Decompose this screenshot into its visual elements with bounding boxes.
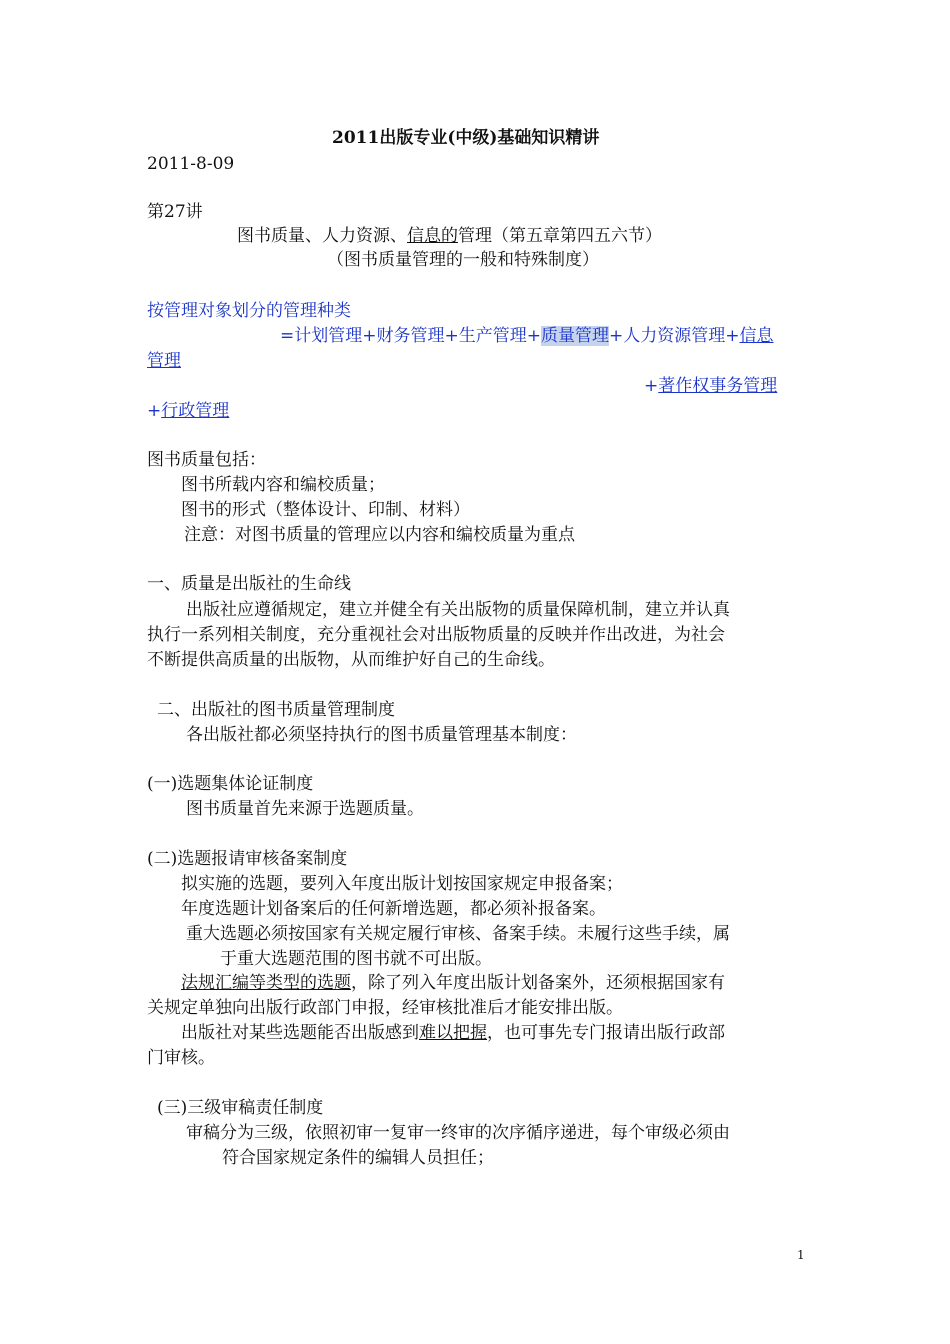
section-1-para-line-2: 执行一系列相关制度，充分重视社会对出版物质量的反映并作出改进，为社会 <box>147 625 725 645</box>
underlined-hard-to-judge: 难以把握 <box>419 1023 487 1043</box>
subsection-2-line-2: 年度选题计划备案后的任何新增选题，都必须补报备案。 <box>181 899 606 919</box>
underlined-regulation-compilation: 法规汇编等类型的选题 <box>181 973 351 993</box>
management-types-line-1: =计划管理+财务管理+生产管理+质量管理+人力资源管理+信息 <box>280 326 774 346</box>
subsection-2-line-6: 关规定单独向出版行政部门申报，经审核批准后才能安排出版。 <box>147 998 623 1018</box>
subsection-2-line-3: 重大选题必须按国家有关规定履行审核、备案手续。未履行这些手续，属 <box>186 924 730 944</box>
subsection-2-line-8: 门审核。 <box>147 1048 215 1068</box>
page-number: 1 <box>797 1248 805 1262</box>
link-information[interactable]: 信息 <box>739 326 774 346</box>
highlighted-quality-management: 质量管理 <box>540 326 609 346</box>
management-types-label: 按管理对象划分的管理种类 <box>147 301 351 321</box>
subsection-3-title: (三)三级审稿责任制度 <box>157 1098 324 1118</box>
lecture-number: 第27讲 <box>147 202 203 222</box>
link-copyright-management[interactable]: 著作权事务管理 <box>658 376 778 396</box>
section-2-intro: 各出版社都必须坚持执行的图书质量管理基本制度： <box>186 725 577 745</box>
section-1-para-line-3: 不断提供高质量的出版物，从而维护好自己的生命线。 <box>147 650 555 670</box>
heading-underlined-text: 信息的 <box>407 226 458 246</box>
link-administrative-management[interactable]: 行政管理 <box>161 401 230 421</box>
document-date: 2011-8-09 <box>147 154 235 174</box>
quality-note: 注意：对图书质量的管理应以内容和编校质量为重点 <box>184 525 575 545</box>
management-types-line-4: +行政管理 <box>147 401 230 421</box>
subsection-2-line-4: 于重大选题范围的图书就不可出版。 <box>220 949 492 969</box>
subsection-3-line-1: 审稿分为三级，依照初审一复审一终审的次序循序递进，每个审级必须由 <box>186 1123 730 1143</box>
section-1-para-line-1: 出版社应遵循规定，建立并健全有关出版物的质量保障机制，建立并认真 <box>186 600 730 620</box>
quality-item-2: 图书的形式（整体设计、印制、材料） <box>181 500 470 520</box>
management-types-line-2[interactable]: 管理 <box>147 351 181 371</box>
lecture-subheading: （图书质量管理的一般和特殊制度） <box>327 250 599 270</box>
lecture-heading: 图书质量、人力资源、信息的管理（第五章第四五六节） <box>237 226 662 246</box>
quality-intro: 图书质量包括： <box>147 450 266 470</box>
subsection-3-line-2: 符合国家规定条件的编辑人员担任； <box>222 1148 494 1168</box>
section-2-title: 二、出版社的图书质量管理制度 <box>157 700 395 720</box>
subsection-1-title: (一)选题集体论证制度 <box>147 774 314 794</box>
section-1-title: 一、质量是出版社的生命线 <box>147 574 351 594</box>
subsection-2-line-7: 出版社对某些选题能否出版感到难以把握，也可事先专门报请出版行政部 <box>181 1023 725 1043</box>
subsection-1-text: 图书质量首先来源于选题质量。 <box>186 799 424 819</box>
quality-item-1: 图书所载内容和编校质量； <box>181 475 385 495</box>
subsection-2-title: (二)选题报请审核备案制度 <box>147 849 348 869</box>
subsection-2-line-5: 法规汇编等类型的选题，除了列入年度出版计划备案外，还须根据国家有 <box>181 973 725 993</box>
management-types-line-3: +著作权事务管理 <box>644 376 778 396</box>
document-title: 2011出版专业(中级)基础知识精讲 <box>332 128 600 148</box>
subsection-2-line-1: 拟实施的选题，要列入年度出版计划按国家规定申报备案； <box>181 874 623 894</box>
